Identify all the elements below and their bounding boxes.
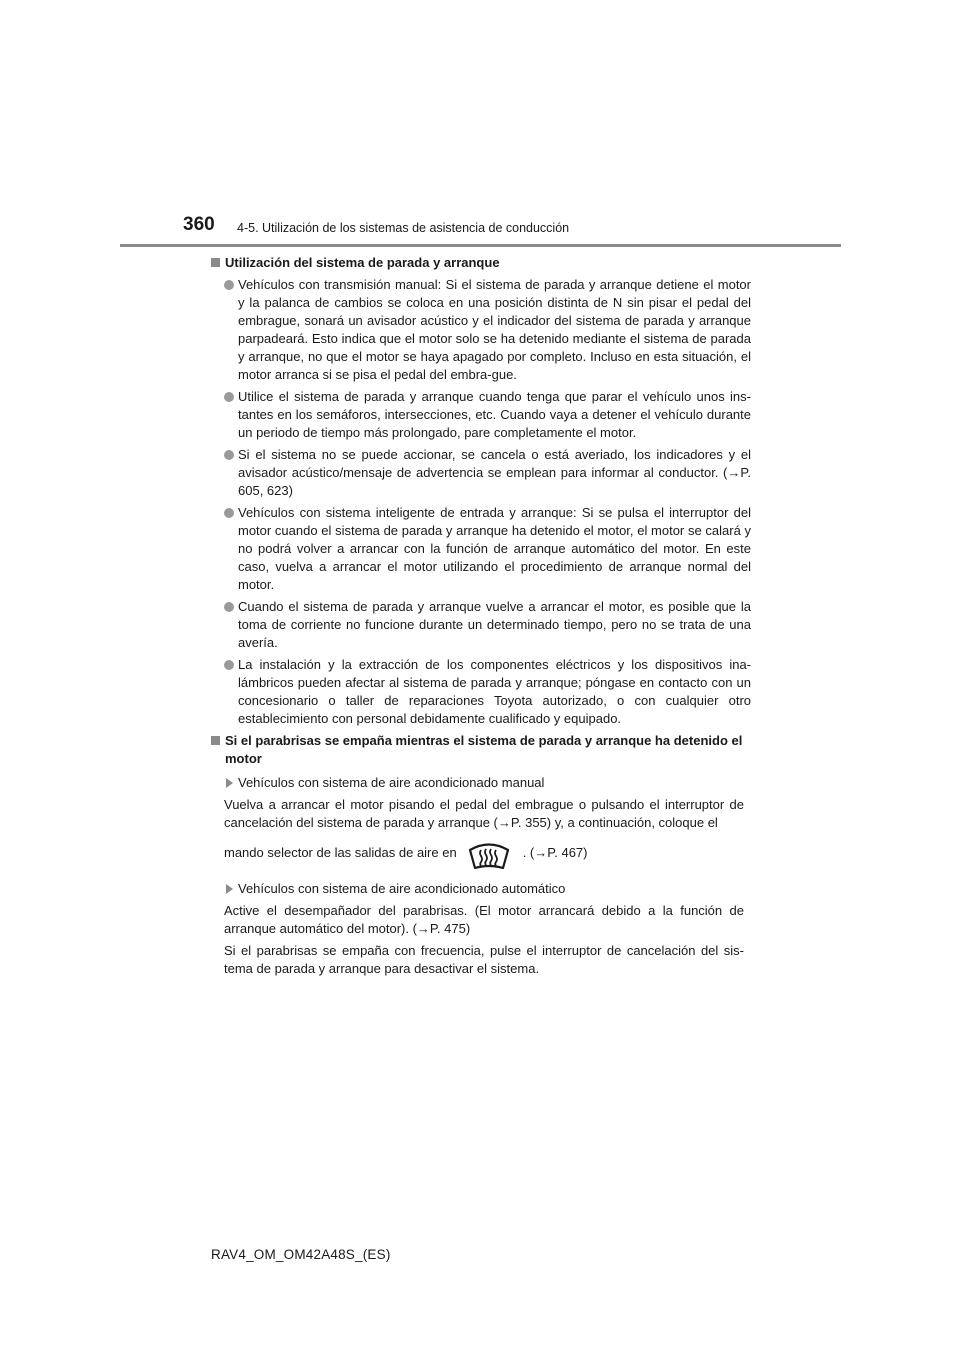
- circle-bullet-icon: [224, 450, 234, 460]
- list-item: [211, 598, 751, 652]
- list-item-text: Si el sistema no se puede accionar, se cancela o está averiado, los indicadores y el avisador acústico/mensaje de advertencia se emplean para informar al conductor. (→P. 605, 623): [238, 447, 751, 498]
- section-heading-text: Si el parabrisas se empaña mientras el sistema de parada y arranque ha detenido el motor: [225, 733, 743, 766]
- section-heading-usage: [211, 254, 751, 272]
- list-item-text: Cuando el sistema de parada y arranque vuelve a arrancar el motor, es posible que la toma de corriente no funcione durante un determinado tiempo, pero no se trata de una avería.: [238, 599, 751, 650]
- icon-line-after: . (→P. 467): [522, 845, 588, 860]
- list-item: [211, 656, 751, 728]
- list-item: [211, 276, 751, 384]
- paragraph-manual: Vuelva a arrancar el motor pisando el pedal del embrague o pulsando el interruptor de cancelación del sistema de parada y arranque (→P. 355) y, a continuación, coloque el: [224, 797, 744, 830]
- page-number: 360: [183, 214, 215, 235]
- subsection-label-automatic: [211, 880, 751, 898]
- square-bullet-icon: [211, 736, 220, 745]
- square-bullet-icon: [211, 258, 220, 267]
- page-content: [211, 254, 751, 982]
- section-heading-fogging: [211, 732, 751, 768]
- header-divider: [120, 244, 841, 247]
- windshield-defroster-icon: [467, 837, 511, 871]
- paragraph-manual-icon-line: [211, 836, 751, 870]
- circle-bullet-icon: [224, 508, 234, 518]
- circle-bullet-icon: [224, 660, 234, 670]
- list-item: [211, 388, 751, 442]
- circle-bullet-icon: [224, 602, 234, 612]
- icon-line-before: mando selector de las salidas de aire en: [224, 845, 457, 860]
- paragraph-automatic-frequent: Si el parabrisas se empaña con frecuencia, pulse el interruptor de cancelación del sis-tema de parada y arranque para desactivar el sistema.: [224, 943, 744, 976]
- subsection-label-text: Vehículos con sistema de aire acondicionado automático: [238, 881, 566, 896]
- document-code: RAV4_OM_OM42A48S_(ES): [211, 1247, 391, 1262]
- list-item-text: Vehículos con sistema inteligente de entrada y arranque: Si se pulsa el interruptor del motor cuando el sistema de parada y arranque ha detenido el motor, el motor se calará y no podrá volver a arrancar con la función de arranque automático del motor. En este caso, vuelva a arrancar el motor utilizando el procedimiento de arranque normal del motor.: [238, 505, 751, 592]
- paragraph-automatic: Active el desempañador del parabrisas. (El motor arrancará debido a la función de arranque automático del motor). (→P. 475): [224, 903, 744, 936]
- section-title: 4-5. Utilización de los sistemas de asistencia de conducción: [237, 221, 570, 235]
- section-heading-text: Utilización del sistema de parada y arranque: [225, 255, 500, 270]
- circle-bullet-icon: [224, 392, 234, 402]
- triangle-bullet-icon: [226, 778, 233, 788]
- list-item: [211, 504, 751, 594]
- subsection-label-manual: [211, 774, 751, 792]
- subsection-label-text: Vehículos con sistema de aire acondicionado manual: [238, 775, 545, 790]
- triangle-bullet-icon: [226, 884, 233, 894]
- list-item-text: La instalación y la extracción de los componentes eléctricos y los dispositivos ina-lámbricos pueden afectar al sistema de parada y arranque; póngase en contacto con un concesionario o taller de reparaciones Toyota autorizado, o con cualquier otro establecimiento con personal debidamente cualificado y equipado.: [238, 657, 751, 726]
- list-item: [211, 446, 751, 500]
- circle-bullet-icon: [224, 280, 234, 290]
- list-item-text: Utilice el sistema de parada y arranque cuando tenga que parar el vehículo unos ins-tantes en los semáforos, intersecciones, etc. Cuando vaya a detener el vehículo durante un periodo de tiempo más prolongado, pare completamente el motor.: [238, 389, 751, 440]
- list-item-text: Vehículos con transmisión manual: Si el sistema de parada y arranque detiene el motor y la palanca de cambios se coloca en una posición distinta de N sin pisar el pedal del embrague, sonará un avisador acústico y el indicador del sistema de parada y arranque parpadeará. Esto indica que el motor solo se ha detenido mediante el sistema de parada y arranque, no que el motor se haya apagado por completo. Incluso en esta situación, el motor arranca si se pisa el pedal del embra-gue.: [238, 277, 751, 382]
